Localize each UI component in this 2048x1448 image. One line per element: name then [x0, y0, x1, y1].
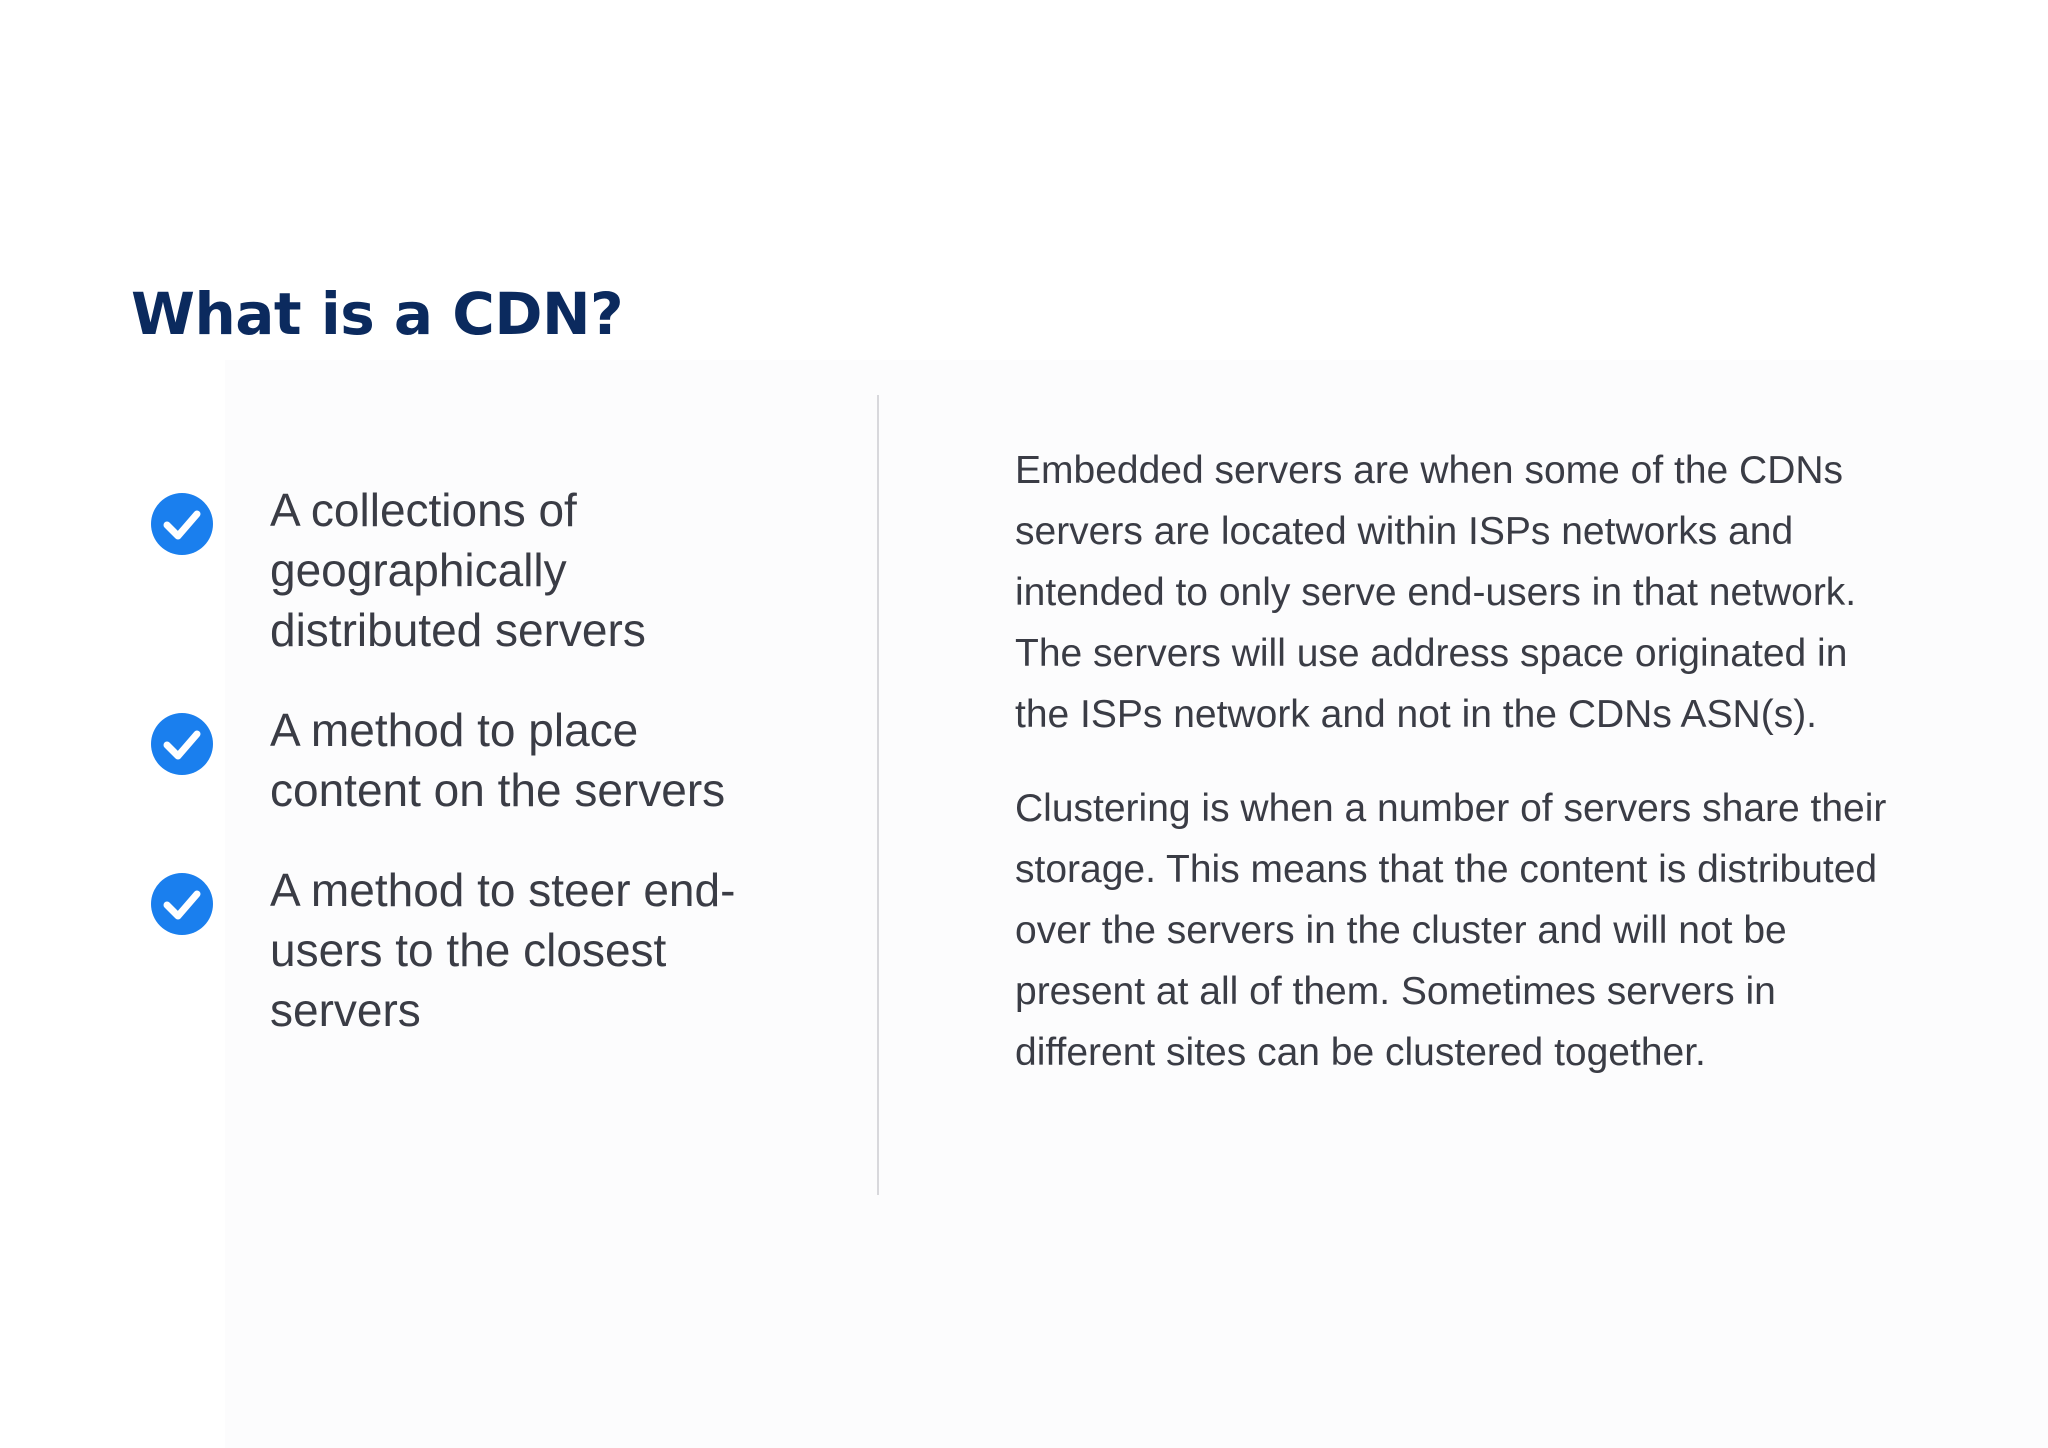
paragraph-embedded-servers: Embedded servers are when some of the CDNs servers are located within ISPs networks and intended to only serve end-users in that network. The servers will use address space originated in the ISPs network and not in the CDNs ASN(s).	[1015, 449, 1857, 736]
list-item	[150, 480, 790, 660]
list-item	[150, 700, 790, 820]
column-divider	[877, 395, 879, 1195]
list-item	[150, 860, 790, 1040]
page-title: What is a CDN?	[131, 280, 624, 348]
list-item-text: A method to place content on the servers	[270, 704, 726, 816]
list-item-text: A method to steer end-users to the closest servers	[270, 864, 736, 1036]
check-circle-icon	[150, 872, 214, 936]
description-column	[1015, 440, 1895, 1083]
bullet-list	[150, 480, 790, 1040]
list-item-text: A collections of geographically distributed servers	[270, 484, 646, 656]
check-circle-icon	[150, 712, 214, 776]
paragraph-clustering: Clustering is when a number of servers share their storage. This means that the content is distributed over the servers in the cluster and will not be present at all of them. Sometimes servers in different sites can be clustered together.	[1015, 787, 1887, 1074]
check-circle-icon	[150, 492, 214, 556]
